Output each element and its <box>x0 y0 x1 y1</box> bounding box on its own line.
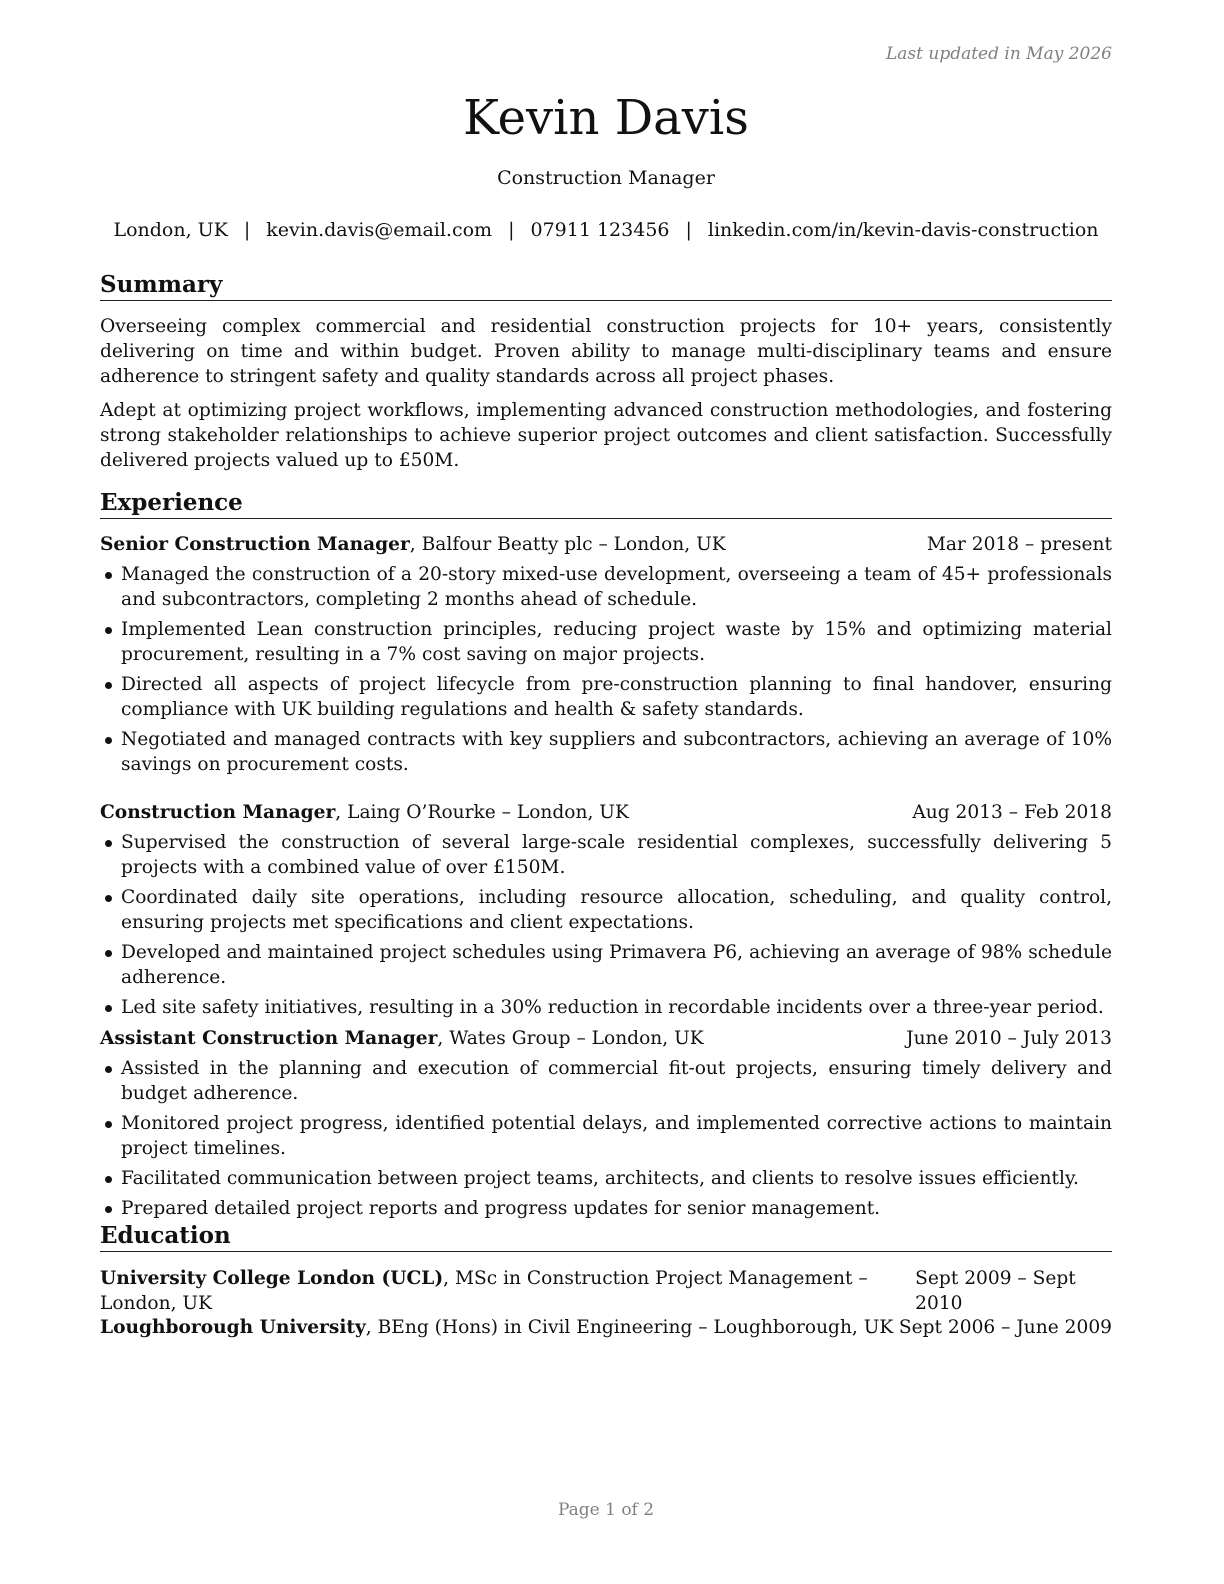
section-title-summary: Summary <box>100 271 1112 301</box>
list-item: Supervised the construction of several large-scale residential complexes, successfully delivering 5 projects with a combined value of over £150M. <box>100 830 1112 880</box>
job-bullets <box>100 1056 1112 1226</box>
job-title-company <box>100 800 629 825</box>
education-school-degree <box>100 1315 893 1340</box>
education-school: Loughborough University <box>100 1317 366 1338</box>
education-degree: , BEng (Hons) in Civil Engineering – Loughborough, UK <box>365 1317 894 1338</box>
job-role: Senior Construction Manager <box>100 534 410 555</box>
job-bullets <box>100 562 1112 782</box>
contact-separator: | <box>685 219 692 241</box>
contact-line <box>100 219 1112 241</box>
job-dates: Mar 2018 – present <box>926 534 1112 555</box>
education-school-degree <box>100 1266 915 1316</box>
job-title-company <box>100 532 726 557</box>
contact-separator: | <box>243 219 251 241</box>
education-school: University College London (UCL) <box>100 1268 444 1289</box>
last-updated: Last updated in May 2026 <box>885 44 1112 64</box>
education-dates: Sept 2009 – Sept 2010 <box>915 1268 1076 1314</box>
candidate-name: Kevin Davis <box>463 90 749 146</box>
job-header <box>100 1026 1112 1051</box>
list-item: Managed the construction of a 20-story mixed-use development, overseeing a team of 45+ professionals and subcontractors, completing 2 months ahead of schedule. <box>100 562 1112 612</box>
list-item: Prepared detailed project reports and progress updates for senior management. <box>100 1196 1112 1221</box>
list-item: Facilitated communication between project teams, architects, and clients to resolve issues efficiently. <box>100 1166 1112 1191</box>
job-company: , Balfour Beatty plc – London, UK <box>409 534 726 555</box>
list-item: Led site safety initiatives, resulting in a 30% reduction in recordable incidents over a three-year period. <box>100 995 1112 1020</box>
education-dates: Sept 2006 – June 2009 <box>898 1317 1112 1338</box>
list-item: Negotiated and managed contracts with key suppliers and subcontractors, achieving an average of 10% savings on procurement costs. <box>100 727 1112 777</box>
contact-linkedin[interactable]: linkedin.com/in/kevin-davis-construction <box>707 219 1099 241</box>
contact-separator: | <box>508 219 515 241</box>
list-item: Assisted in the planning and execution of commercial fit-out projects, ensuring timely delivery and budget adherence. <box>100 1056 1112 1106</box>
job-title-company <box>100 1026 704 1051</box>
list-item: Directed all aspects of project lifecycle from pre-construction planning to final handover, ensuring compliance with UK building regulations and health & safety standards. <box>100 672 1112 722</box>
job-role: Construction Manager <box>100 802 336 823</box>
job-company: , Laing O’Rourke – London, UK <box>335 802 629 823</box>
contact-phone: 07911 123456 <box>530 219 670 241</box>
candidate-headline: Construction Manager <box>497 167 715 189</box>
education-item <box>100 1266 1112 1316</box>
summary-paragraph: Overseeing complex commercial and residential construction projects for 10+ years, consistently delivering on time and within budget. Proven ability to manage multi-disciplinary teams and ensure adherence to stringent safety and quality standards across all project phases. <box>100 316 1112 387</box>
contact-location: London, UK <box>113 219 228 241</box>
list-item: Coordinated daily site operations, including resource allocation, scheduling, and quality control, ensuring projects met specifications and client expectations. <box>100 885 1112 935</box>
job-header <box>100 532 1112 557</box>
job-header <box>100 800 1112 825</box>
job-dates: June 2010 – July 2013 <box>906 1028 1112 1049</box>
job-bullets <box>100 830 1112 1025</box>
job-dates: Aug 2013 – Feb 2018 <box>912 802 1112 823</box>
education-degree: , MSc in Construction Project Management – London, UK <box>100 1268 868 1314</box>
summary-paragraph: Adept at optimizing project workflows, implementing advanced construction methodologies, and fostering strong stakeholder relationships to achieve superior project outcomes and client satisfaction. Successfully delivered projects valued up to £50M. <box>100 400 1112 471</box>
list-item: Implemented Lean construction principles, reducing project waste by 15% and optimizing material procurement, resulting in a 7% cost saving on major projects. <box>100 617 1112 667</box>
list-item: Developed and maintained project schedules using Primavera P6, achieving an average of 98% schedule adherence. <box>100 940 1112 990</box>
job-role: Assistant Construction Manager <box>100 1028 438 1049</box>
section-title-experience: Experience <box>100 489 1112 519</box>
job-company: , Wates Group – London, UK <box>437 1028 704 1049</box>
contact-email[interactable]: kevin.davis@email.com <box>266 219 493 241</box>
education-item <box>100 1315 1112 1340</box>
list-item: Monitored project progress, identified potential delays, and implemented corrective actions to maintain project timelines. <box>100 1111 1112 1161</box>
page-number: Page 1 of 2 <box>557 1500 655 1520</box>
section-title-education: Education <box>100 1222 1112 1252</box>
resume-page <box>100 0 1112 1584</box>
